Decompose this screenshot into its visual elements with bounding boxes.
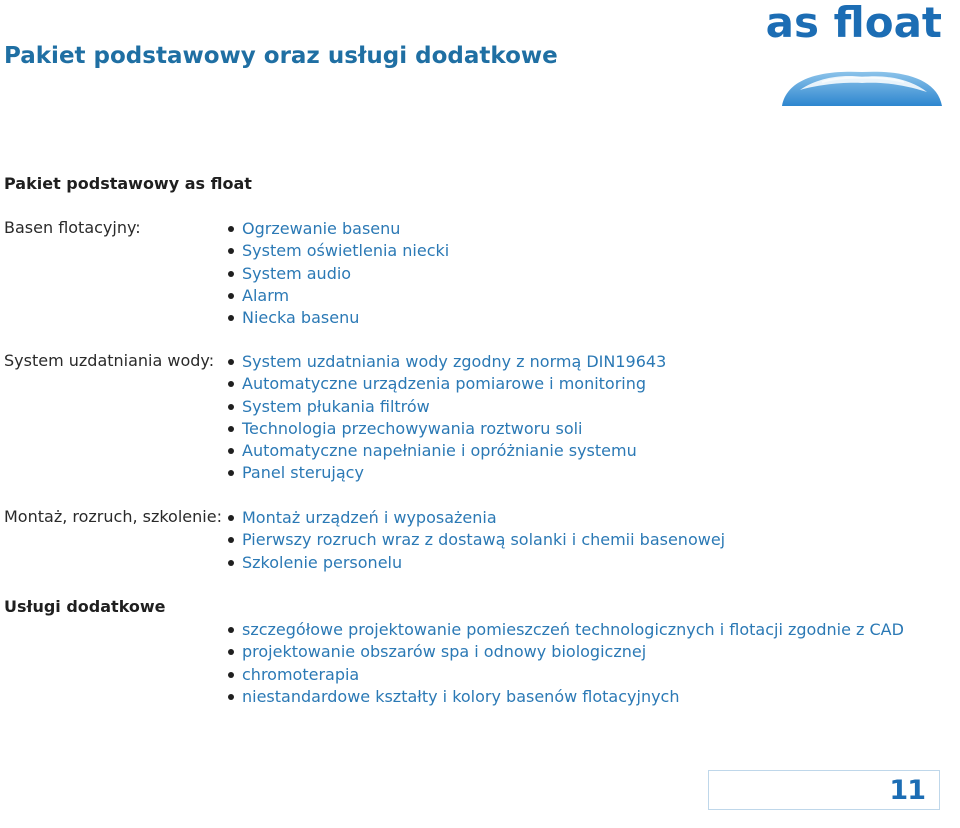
list-item: System audio (228, 263, 449, 285)
extras-list (228, 619, 904, 708)
group-list (228, 351, 666, 485)
extras-heading: Usługi dodatkowe (4, 597, 166, 616)
list-item: chromoterapia (228, 664, 904, 686)
list-item: Niecka basenu (228, 307, 449, 329)
list-item: szczegółowe projektowanie pomieszczeń technologicznych i flotacji zgodnie z CAD (228, 619, 904, 641)
list-item: niestandardowe kształty i kolory basenów flotacyjnych (228, 686, 904, 708)
page-title: Pakiet podstawowy oraz usługi dodatkowe (4, 43, 558, 69)
group-list (228, 507, 725, 574)
logo-water-icon (782, 70, 942, 106)
group-label: System uzdatniania wody: (4, 351, 215, 370)
page-number-box (708, 770, 940, 810)
list-item: Technologia przechowywania roztworu soli (228, 418, 666, 440)
list-item: Pierwszy rozruch wraz z dostawą solanki i chemii basenowej (228, 529, 725, 551)
list-item: Szkolenie personelu (228, 552, 725, 574)
list-item: projektowanie obszarów spa i odnowy biologicznej (228, 641, 904, 663)
list-item: System uzdatniania wody zgodny z normą DIN19643 (228, 351, 666, 373)
list-item: Ogrzewanie basenu (228, 218, 449, 240)
brand-name: as float (765, 0, 942, 47)
list-item: Montaż urządzeń i wyposażenia (228, 507, 725, 529)
package-heading: Pakiet podstawowy as float (4, 174, 252, 193)
list-item: Alarm (228, 285, 449, 307)
list-item: Automatyczne napełnianie i opróżnianie systemu (228, 440, 666, 462)
list-item: Panel sterujący (228, 462, 666, 484)
group-list (228, 218, 449, 329)
group-label: Montaż, rozruch, szkolenie: (4, 507, 222, 526)
page-number: 11 (889, 775, 925, 806)
group-label: Basen flotacyjny: (4, 218, 141, 237)
list-item: Automatyczne urządzenia pomiarowe i monitoring (228, 373, 666, 395)
list-item: System płukania filtrów (228, 396, 666, 418)
list-item: System oświetlenia niecki (228, 240, 449, 262)
